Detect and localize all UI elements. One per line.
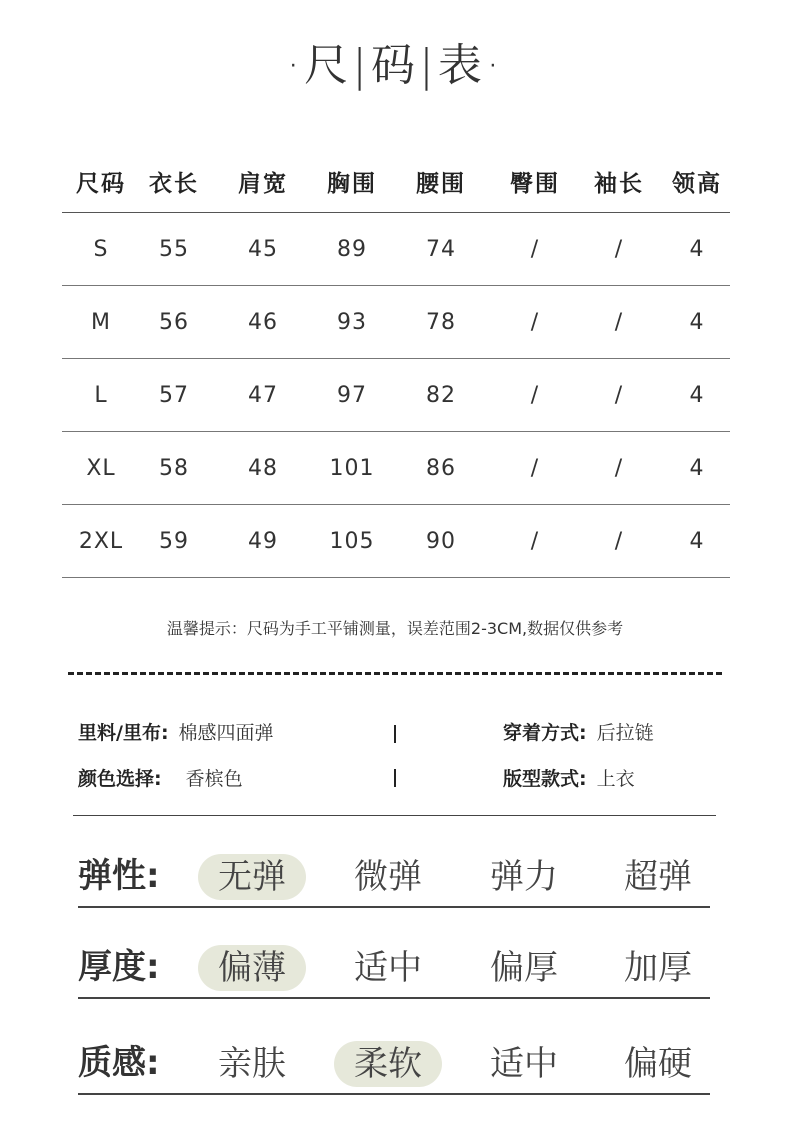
row-divider bbox=[78, 906, 710, 908]
color-info bbox=[78, 765, 243, 793]
dashed-divider bbox=[68, 672, 722, 675]
table-row bbox=[62, 286, 730, 359]
cell-shoulder: 46 bbox=[208, 286, 318, 359]
cell-size: S bbox=[62, 213, 140, 286]
thickness-option: 偏厚 bbox=[490, 948, 558, 988]
cell-collar: 4 bbox=[664, 286, 730, 359]
table-row bbox=[62, 432, 730, 505]
cell-waist: 82 bbox=[386, 359, 496, 432]
elasticity-option: 超弹 bbox=[624, 857, 692, 897]
cell-shoulder: 48 bbox=[208, 432, 318, 505]
cell-chest: 105 bbox=[318, 505, 386, 578]
cell-length: 58 bbox=[140, 432, 208, 505]
cell-chest: 89 bbox=[318, 213, 386, 286]
size-table bbox=[62, 150, 730, 578]
cell-chest: 93 bbox=[318, 286, 386, 359]
texture-option: 亲肤 bbox=[218, 1044, 286, 1084]
thickness-option: 偏薄 bbox=[198, 945, 306, 991]
cell-chest: 101 bbox=[318, 432, 386, 505]
cell-collar: 4 bbox=[664, 432, 730, 505]
wear-value: 后拉链 bbox=[596, 722, 654, 744]
style-value: 上衣 bbox=[596, 768, 635, 790]
cell-hip: / bbox=[496, 213, 574, 286]
thickness-option: 适中 bbox=[354, 948, 422, 988]
header-hip: 臀围 bbox=[496, 150, 574, 213]
separator-bar bbox=[394, 725, 396, 743]
thickness-label: 厚度: bbox=[78, 947, 160, 987]
elasticity-option: 弹力 bbox=[490, 857, 558, 897]
lining-label: 里料/里布: bbox=[78, 722, 169, 744]
texture-option: 适中 bbox=[490, 1044, 558, 1084]
header-length: 衣长 bbox=[140, 150, 208, 213]
elasticity-option: 无弹 bbox=[198, 854, 306, 900]
cell-length: 55 bbox=[140, 213, 208, 286]
style-info bbox=[503, 765, 635, 793]
thickness-option: 加厚 bbox=[624, 948, 692, 988]
cell-chest: 97 bbox=[318, 359, 386, 432]
cell-shoulder: 47 bbox=[208, 359, 318, 432]
cell-sleeve: / bbox=[574, 286, 664, 359]
lining-value: 棉感四面弹 bbox=[178, 722, 274, 744]
cell-waist: 90 bbox=[386, 505, 496, 578]
cell-size: XL bbox=[62, 432, 140, 505]
header-size: 尺码 bbox=[62, 150, 140, 213]
info-divider bbox=[73, 815, 716, 816]
cell-sleeve: / bbox=[574, 359, 664, 432]
texture-option: 柔软 bbox=[334, 1041, 442, 1087]
header-chest: 胸围 bbox=[318, 150, 386, 213]
elasticity-option: 微弹 bbox=[354, 857, 422, 897]
table-row bbox=[62, 505, 730, 578]
texture-option: 偏硬 bbox=[624, 1044, 692, 1084]
row-divider bbox=[78, 1093, 710, 1095]
texture-label: 质感: bbox=[78, 1043, 160, 1083]
header-collar: 领高 bbox=[664, 150, 730, 213]
lining-info bbox=[78, 719, 274, 747]
header-waist: 腰围 bbox=[386, 150, 496, 213]
header-shoulder: 肩宽 bbox=[208, 150, 318, 213]
cell-hip: / bbox=[496, 505, 574, 578]
cell-sleeve: / bbox=[574, 213, 664, 286]
cell-length: 57 bbox=[140, 359, 208, 432]
cell-waist: 78 bbox=[386, 286, 496, 359]
style-label: 版型款式: bbox=[503, 768, 587, 790]
cell-waist: 86 bbox=[386, 432, 496, 505]
cell-hip: / bbox=[496, 286, 574, 359]
table-row bbox=[62, 359, 730, 432]
elasticity-label: 弹性: bbox=[78, 856, 160, 896]
cell-length: 59 bbox=[140, 505, 208, 578]
cell-sleeve: / bbox=[574, 432, 664, 505]
cell-waist: 74 bbox=[386, 213, 496, 286]
elasticity-row bbox=[78, 846, 710, 908]
texture-row bbox=[78, 1033, 710, 1095]
wear-info bbox=[503, 719, 654, 747]
cell-shoulder: 45 bbox=[208, 213, 318, 286]
cell-collar: 4 bbox=[664, 359, 730, 432]
cell-size: 2XL bbox=[62, 505, 140, 578]
cell-collar: 4 bbox=[664, 213, 730, 286]
cell-sleeve: / bbox=[574, 505, 664, 578]
header-sleeve: 袖长 bbox=[574, 150, 664, 213]
color-label: 颜色选择: bbox=[78, 768, 162, 790]
measurement-note: 温馨提示：尺码为手工平铺测量，误差范围2-3CM,数据仅供参考 bbox=[166, 619, 624, 638]
cell-hip: / bbox=[496, 359, 574, 432]
cell-collar: 4 bbox=[664, 505, 730, 578]
color-value: 香槟色 bbox=[185, 768, 243, 790]
cell-size: L bbox=[62, 359, 140, 432]
row-divider bbox=[78, 997, 710, 999]
cell-size: M bbox=[62, 286, 140, 359]
cell-hip: / bbox=[496, 432, 574, 505]
cell-shoulder: 49 bbox=[208, 505, 318, 578]
page-title: ·尺|码|表· bbox=[286, 40, 504, 91]
table-row bbox=[62, 213, 730, 286]
separator-bar bbox=[394, 769, 396, 787]
cell-length: 56 bbox=[140, 286, 208, 359]
thickness-row bbox=[78, 937, 710, 999]
size-table-header-row bbox=[62, 150, 730, 213]
wear-label: 穿着方式: bbox=[503, 722, 587, 744]
